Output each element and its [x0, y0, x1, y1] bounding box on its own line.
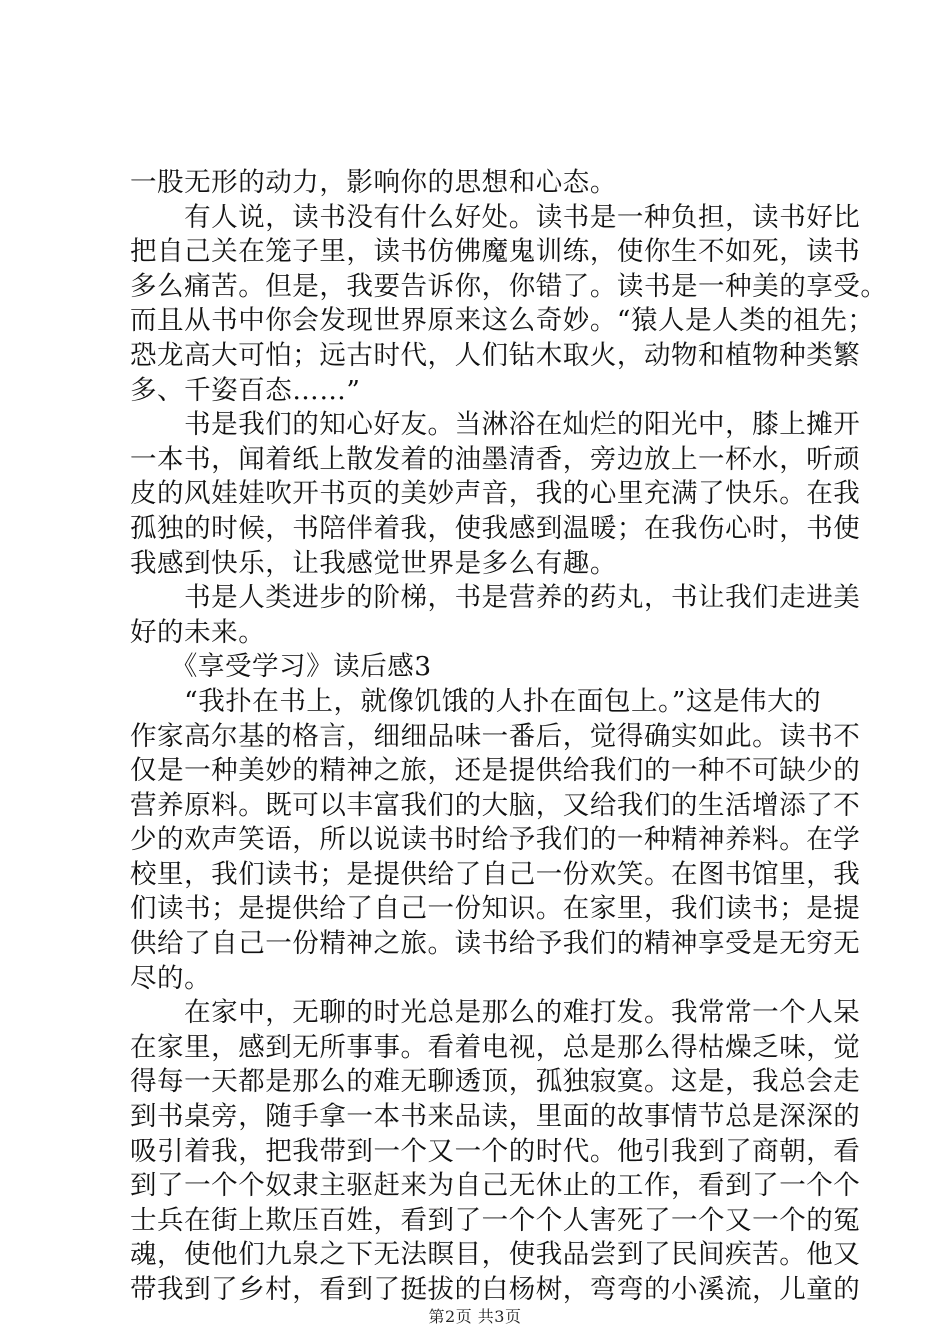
- text-line: 营养原料。既可以丰富我们的大脑，又给我们的生活增添了不: [130, 789, 861, 821]
- text-line: “我扑在书上，就像饥饿的人扑在面包上。”这是伟大的: [130, 685, 822, 717]
- text-line: 少的欢声笑语，所以说读书时给予我们的一种精神养料。在学: [130, 824, 861, 856]
- text-line: 作家高尔基的格言，细细品味一番后，觉得确实如此。读书不: [130, 720, 861, 752]
- text-line: 有人说，读书没有什么好处。读书是一种负担，读书好比: [130, 201, 861, 233]
- text-line: 多么痛苦。但是，我要告诉你，你错了。读书是一种美的享受。: [130, 270, 888, 302]
- page-footer: 第2页 共3页: [428, 1307, 522, 1326]
- text-line: 得每一天都是那么的难无聊透顶，孤独寂寞。这是，我总会走: [130, 1066, 861, 1098]
- text-line: 魂，使他们九泉之下无法瞑目，使我品尝到了民间疾苦。他又: [130, 1239, 861, 1271]
- document-body: [130, 166, 888, 1308]
- text-line: 一本书，闻着纸上散发着的油墨清香，旁边放上一杯水，听顽: [130, 443, 861, 475]
- text-line: 到书桌旁，随手拿一本书来品读，里面的故事情节总是深深的: [130, 1101, 861, 1133]
- text-line: 尽的。: [130, 962, 212, 994]
- text-line: 在家里，感到无所事事。看着电视，总是那么得枯燥乏味，觉: [130, 1031, 861, 1063]
- text-line: 而且从书中你会发现世界原来这么奇妙。“猿人是人类的祖先；: [130, 305, 875, 337]
- text-line: 把自己关在笼子里，读书仿佛魔鬼训练，使你生不如死，读书: [130, 236, 861, 268]
- text-line: 孤独的时候，书陪伴着我，使我感到温暖；在我伤心时，书使: [130, 512, 861, 544]
- text-line: 书是人类进步的阶梯，书是营养的药丸，书让我们走进美: [130, 582, 861, 614]
- text-line: 好的未来。: [130, 616, 266, 648]
- text-line: 在家中，无聊的时光总是那么的难打发。我常常一个人呆: [130, 997, 861, 1029]
- text-line: 到了一个个奴隶主驱赶来为自己无休止的工作，看到了一个个: [130, 1170, 861, 1202]
- text-line: 书是我们的知心好友。当淋浴在灿烂的阳光中，膝上摊开: [130, 409, 861, 441]
- text-line: 《享受学习》读后感3: [130, 651, 432, 683]
- text-line: 吸引着我，把我带到一个又一个的时代。他引我到了商朝，看: [130, 1135, 861, 1167]
- text-line: 士兵在街上欺压百姓，看到了一个个人害死了一个又一个的冤: [130, 1204, 861, 1236]
- text-line: 我感到快乐，让我感觉世界是多么有趣。: [130, 547, 617, 579]
- text-line: 仅是一种美妙的精神之旅，还是提供给我们的一种不可缺少的: [130, 755, 861, 787]
- text-line: 供给了自己一份精神之旅。读书给予我们的精神享受是无穷无: [130, 928, 861, 960]
- text-line: 带我到了乡村，看到了挺拔的白杨树，弯弯的小溪流，儿童的: [130, 1274, 861, 1305]
- text-line: 多、千姿百态……”: [130, 374, 361, 406]
- text-line: 一股无形的动力，影响你的思想和心态。: [130, 167, 617, 198]
- text-line: 皮的风娃娃吹开书页的美妙声音，我的心里充满了快乐。在我: [130, 478, 861, 510]
- text-line: 恐龙高大可怕；远古时代，人们钻木取火，动物和植物种类繁: [130, 339, 861, 371]
- text-line: 校里，我们读书；是提供给了自己一份欢笑。在图书馆里，我: [130, 858, 861, 890]
- text-line: 们读书；是提供给了自己一份知识。在家里，我们读书；是提: [130, 893, 861, 925]
